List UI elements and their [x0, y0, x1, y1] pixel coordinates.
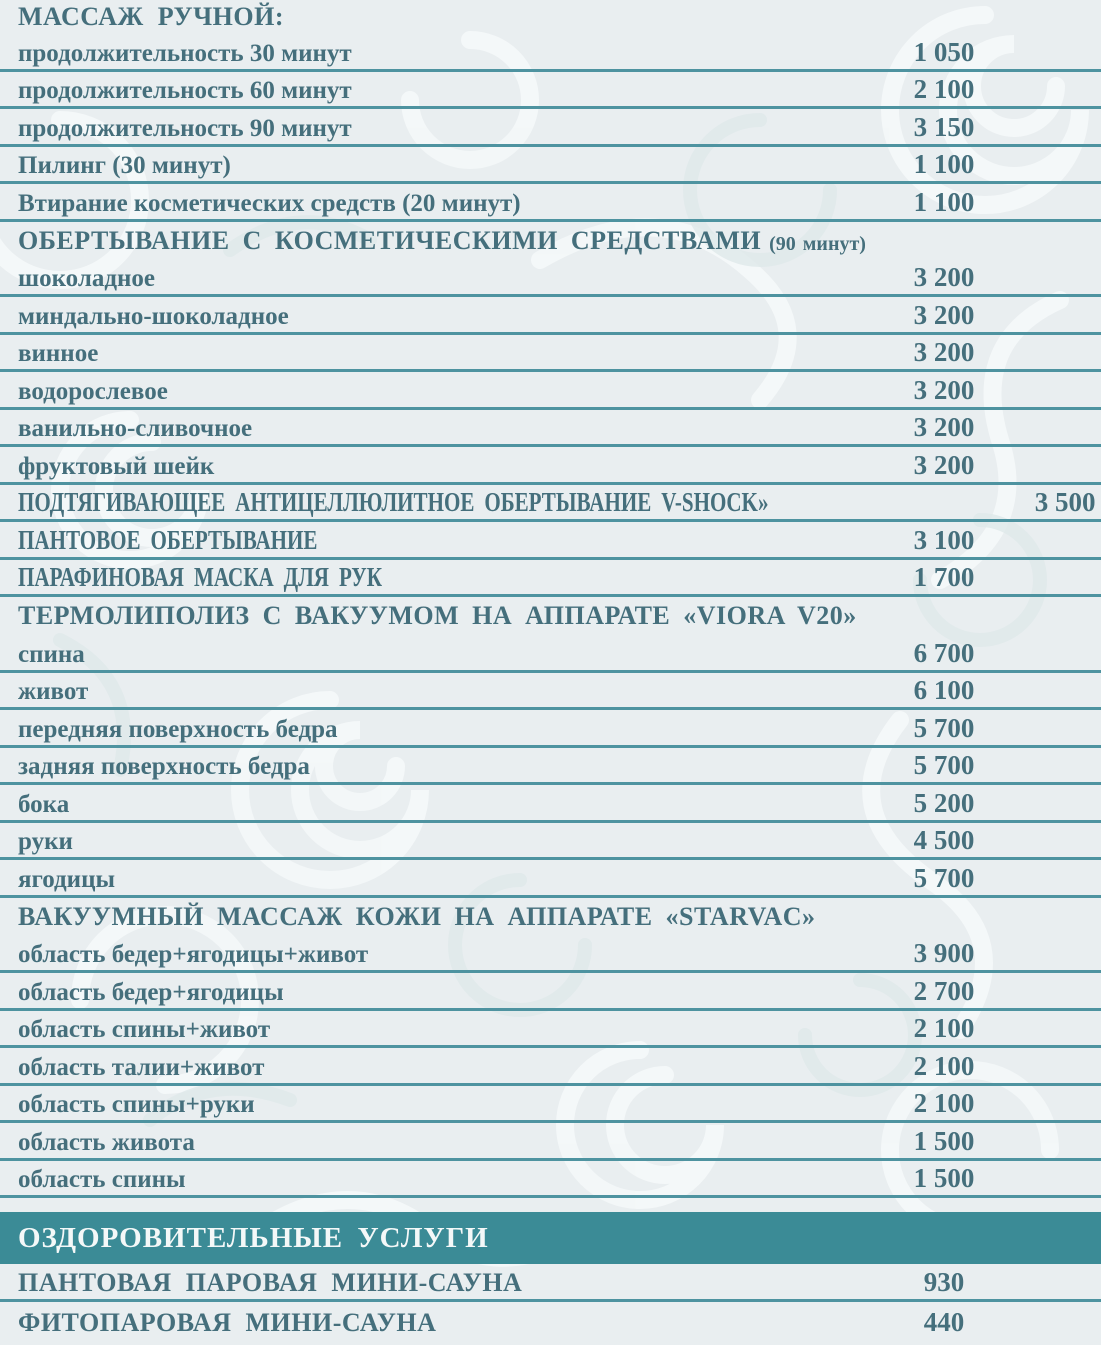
section-header [0, 0, 1101, 34]
price-row [0, 860, 1101, 898]
service-price: 3 200 [913, 412, 975, 442]
service-name: живот [18, 678, 89, 705]
service-name: область спины [18, 1166, 186, 1193]
price-row [0, 1086, 1101, 1124]
section-header-label: ТЕРМОЛИПОЛИЗ С ВАКУУМОМ НА АППАРАТЕ «VIORA V20» [18, 601, 857, 630]
price-row [0, 260, 1101, 298]
price-row [0, 1123, 1101, 1161]
service-price: 2 700 [913, 975, 975, 1006]
price-row [0, 936, 1101, 974]
service-price: 6 100 [913, 675, 975, 705]
price-row [0, 1264, 1101, 1302]
price-row [0, 34, 1101, 72]
service-price: 2 100 [913, 1088, 975, 1118]
service-name: область живота [18, 1128, 195, 1156]
service-price: 3 200 [913, 449, 975, 480]
price-row [0, 410, 1101, 448]
section-banner [0, 1212, 1101, 1264]
price-row [0, 973, 1101, 1011]
service-price: 2 100 [913, 1013, 975, 1043]
price-row [0, 372, 1101, 410]
price-row [0, 522, 1101, 560]
service-price: 1 700 [913, 562, 975, 592]
service-name: ягодицы [18, 865, 116, 893]
service-price: 3 200 [913, 374, 975, 405]
price-row [0, 109, 1101, 147]
service-price: 5 700 [913, 750, 975, 780]
service-price: 440 [923, 1307, 965, 1337]
section-banner-label: ОЗДОРОВИТЕЛЬНЫЕ УСЛУГИ [18, 1221, 489, 1254]
service-price: 1 100 [913, 149, 975, 179]
service-price: 1 500 [913, 1163, 975, 1193]
price-row [0, 297, 1101, 335]
price-row [0, 447, 1101, 485]
price-row [0, 1302, 1101, 1340]
service-price: 3 500 [1034, 487, 1096, 517]
service-name: продолжительность 30 минут [18, 39, 352, 67]
price-row [0, 785, 1101, 823]
service-name: шоколадное [18, 265, 156, 292]
service-name: руки [18, 828, 73, 855]
spacer [0, 1198, 1101, 1212]
price-row [0, 184, 1101, 222]
service-name: водорослевое [18, 377, 168, 405]
service-name: ПОДТЯГИВАЮЩЕЕ АНТИЦЕЛЛЮЛИТНОЕ ОБЕРТЫВАНИЕ V-SHOCK» [18, 487, 769, 517]
section-header [0, 597, 1101, 635]
service-name: Пилинг (30 минут) [18, 152, 231, 179]
service-price: 3 150 [913, 111, 975, 142]
service-name: фруктовый шейк [18, 452, 215, 480]
service-name: продолжительность 90 минут [18, 114, 352, 142]
price-row [0, 560, 1101, 598]
service-price: 930 [923, 1266, 965, 1297]
section-header [0, 222, 1101, 260]
price-row [0, 1161, 1101, 1199]
service-price: 1 500 [913, 1125, 975, 1156]
service-name: передняя поверхность бедра [18, 715, 338, 743]
price-row [0, 335, 1101, 373]
section-header-label: ВАКУУМНЫЙ МАССАЖ КОЖИ НА АППАРАТЕ «STARVAC» [18, 901, 816, 931]
service-name: спина [18, 640, 85, 668]
service-name: миндально-шоколадное [18, 302, 289, 330]
service-name: область талии+живот [18, 1053, 265, 1081]
price-row [0, 1011, 1101, 1049]
service-price: 3 200 [913, 337, 975, 367]
service-price: 5 700 [913, 712, 975, 743]
service-name: ПАНТОВАЯ ПАРОВАЯ МИНИ-САУНА [18, 1267, 523, 1297]
service-name: область бедер+ягодицы+живот [18, 941, 369, 968]
service-name: задняя поверхность бедра [18, 753, 310, 780]
service-price: 3 100 [913, 524, 975, 555]
section-header-label: ОБЕРТЫВАНИЕ С КОСМЕТИЧЕСКИМИ СРЕДСТВАМИ [18, 225, 762, 255]
service-price: 2 100 [913, 74, 975, 104]
price-row [0, 710, 1101, 748]
service-price: 4 500 [913, 825, 975, 855]
service-name: ФИТОПАРОВАЯ МИНИ-САУНА [18, 1308, 437, 1337]
price-row [0, 673, 1101, 711]
service-name: область спины+руки [18, 1091, 255, 1118]
service-name: бока [18, 790, 70, 818]
section-header [0, 898, 1101, 936]
service-price: 5 200 [913, 787, 975, 818]
section-header-label: МАССАЖ РУЧНОЙ: [18, 2, 284, 31]
service-name: Втирание косметических средств (20 минут) [18, 189, 521, 217]
service-price: 6 700 [913, 637, 975, 668]
service-price: 2 100 [913, 1050, 975, 1081]
service-name: ПАНТОВОЕ ОБЕРТЫВАНИЕ [18, 524, 318, 555]
service-price: 3 200 [913, 299, 975, 330]
service-price: 5 700 [913, 862, 975, 893]
price-row [0, 72, 1101, 110]
price-row [0, 748, 1101, 786]
service-name: ванильно-сливочное [18, 415, 253, 442]
service-name: область бедер+ягодицы [18, 978, 284, 1006]
price-row [0, 147, 1101, 185]
price-row [0, 635, 1101, 673]
price-row [0, 823, 1101, 861]
service-name: винное [18, 340, 99, 367]
service-name: область спины+живот [18, 1016, 271, 1043]
service-price: 1 050 [913, 36, 975, 67]
section-header-suffix: (90 минут) [769, 232, 866, 255]
service-price: 3 200 [913, 262, 975, 292]
service-price: 1 100 [913, 186, 975, 217]
price-row [0, 1048, 1101, 1086]
service-name: продолжительность 60 минут [18, 77, 352, 104]
price-row [0, 485, 1101, 523]
service-name: ПАРАФИНОВАЯ МАСКА ДЛЯ РУК [18, 562, 383, 592]
service-price: 3 900 [913, 938, 975, 968]
